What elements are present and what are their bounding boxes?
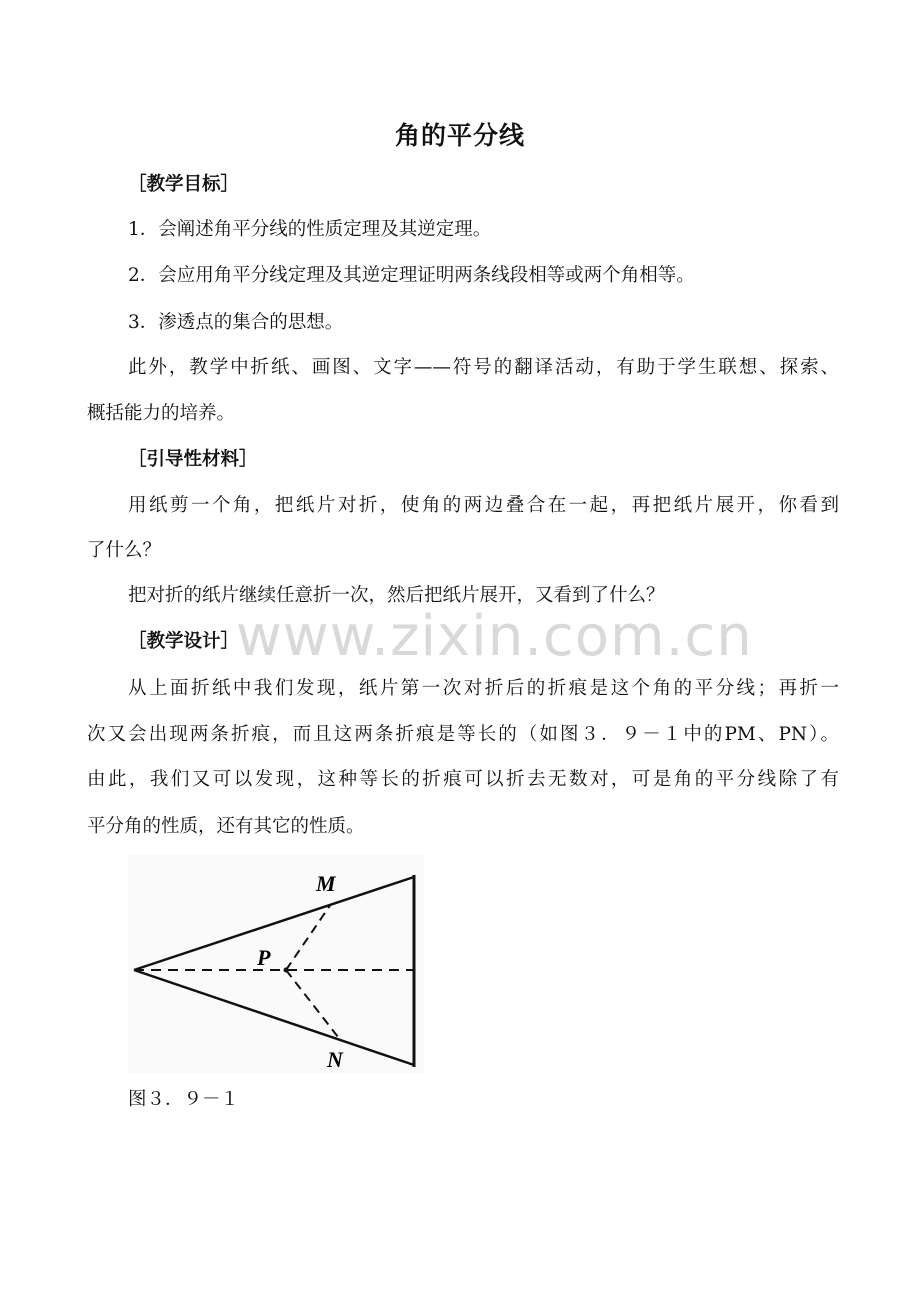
objective-item-2: 2．会应用角平分线定理及其逆定理证明两条线段相等或两个角相等。 <box>128 265 695 286</box>
figure-caption: 图３．９－１ <box>128 1089 240 1110</box>
label-p: P <box>257 945 271 970</box>
document-title: 角的平分线 <box>394 121 525 150</box>
objective-item-1: 1．会阐述角平分线的性质定理及其逆定理。 <box>128 219 492 240</box>
design-line-3: 由此，我们又可以发现，这种等长的折痕可以折去无数对，可是角的平分线除了有 <box>87 769 839 790</box>
design-line-4: 平分角的性质，还有其它的性质。 <box>87 816 365 837</box>
materials-para2: 把对折的纸片继续任意折一次，然后把纸片展开，又看到了什么？ <box>128 585 665 606</box>
point-p-dot <box>284 968 289 973</box>
objective-item-3: 3．渗透点的集合的思想。 <box>128 312 344 333</box>
label-m: M <box>316 871 336 896</box>
objectives-extra-line-1: 此外，教学中折纸、画图、文字——符号的翻译活动，有助于学生联想、探索、 <box>128 357 839 378</box>
materials-para1-line-1: 用纸剪一个角，把纸片对折，使角的两边叠合在一起，再把纸片展开，你看到 <box>128 495 839 516</box>
design-heading: ［教学设计］ <box>128 631 240 652</box>
objectives-extra-line-2: 概括能力的培养。 <box>87 403 236 424</box>
label-n: N <box>327 1047 343 1072</box>
objectives-heading: ［教学目标］ <box>128 174 240 195</box>
materials-para1-line-2: 了什么？ <box>87 540 162 561</box>
watermark: www.zixin.com.cn <box>236 604 753 669</box>
materials-heading: ［引导性材料］ <box>128 449 258 470</box>
design-line-1: 从上面折纸中我们发现，纸片第一次对折后的折痕是这个角的平分线；再折一 <box>128 678 839 699</box>
angle-bisector-figure <box>128 855 424 1073</box>
design-line-2: 次又会出现两条折痕，而且这两条折痕是等长的（如图３．９－１中的PM、PN）。 <box>87 724 839 745</box>
